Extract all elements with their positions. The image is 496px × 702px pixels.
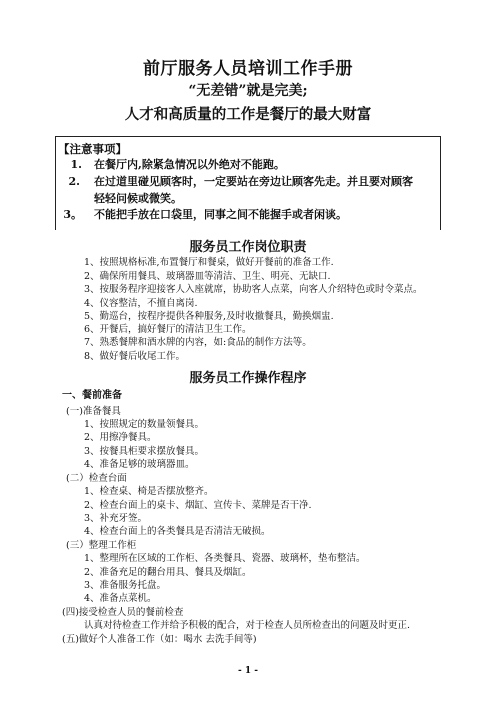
procedure-step: 2、检查台面上的桌卡、烟缸、宣传卡、菜牌是否干净.	[84, 500, 312, 511]
procedure-subheading: (五)做好个人准备工作（如：喝水 去洗手间等)	[62, 634, 257, 645]
notice-item-number: 2.	[68, 175, 80, 188]
procedure-step: 1、按照规定的数量领餐具。	[84, 419, 205, 430]
procedure-step: 3、准备服务托盘。	[84, 580, 167, 591]
duty-item: 7、熟悉餐牌和酒水牌的内容，如:食品的制作方法等。	[84, 337, 312, 348]
notice-item-text: 在过道里碰见顾客时，一定要站在旁边让顾客先走。并且要对顾客	[94, 175, 413, 188]
notice-item-number: 1.	[70, 158, 82, 171]
notice-item-number: 3。	[63, 208, 82, 221]
procedure-subheading: (三）整理工作柜	[66, 540, 137, 551]
procedure-step: 1、整理所在区域的工作柜、各类餐具、瓷器、玻璃杯，垫布整洁。	[84, 553, 366, 564]
notice-item-text: 不能把手放在口袋里，同事之间不能握手或者闲谈。	[94, 208, 347, 221]
duty-item: 5、勤巡台，按程序提供各种服务,及时收撤餐具，勤换烟盅.	[84, 311, 334, 322]
duty-item: 3、按服务程序迎接客人入座就席，协助客人点菜，向客人介绍特色或时令菜点。	[84, 284, 423, 295]
procedure-step: 3、补充牙签。	[84, 513, 148, 524]
procedure-step: 4、准备足够的玻璃器皿。	[84, 459, 195, 470]
document-title: 前厅服务人员培训工作手册	[143, 59, 353, 79]
procedure-step: 2、准备充足的翻台用具、餐具及烟缸。	[84, 567, 252, 578]
document-subtitle: “无差错”就是完美;	[188, 83, 308, 99]
procedure-step: 认真对待检查工作并给予积极的配合，对于检查人员所检查出的问题及时更正.	[84, 620, 411, 631]
procedure-step: 2、用擦净餐具。	[84, 432, 157, 443]
duty-item: 4、仪容整洁，不擅自离岗.	[84, 298, 198, 309]
notice-item-continuation: 轻轻问候或微笑。	[94, 192, 182, 205]
procedure-step: 4、检查台面上的各类餐具是否清洁无破损。	[84, 526, 271, 537]
duty-item: 6、开餐后，搞好餐厅的清洁卫生工作。	[84, 324, 252, 335]
procedure-title: 服务员工作操作程序	[189, 371, 307, 386]
duties-title: 服务员工作岗位职责	[189, 240, 307, 255]
duty-item: 8、做好餐后收尾工作。	[84, 351, 186, 362]
procedure-subheading: (一)准备餐具	[66, 406, 121, 417]
document-subtitle-2: 人才和高质量的工作是餐厅的最大财富	[124, 106, 372, 123]
duty-item: 2、确保所用餐具、玻璃器皿等清洁、卫生、明亮、无缺口.	[84, 271, 331, 282]
procedure-step: 3、按餐具柜要求摆放餐具。	[84, 446, 205, 457]
procedure-heading: 一、餐前准备	[62, 390, 122, 401]
procedure-subheading: (四)接受检查人员的餐前检查	[62, 607, 184, 618]
notice-header: 【注意事项】	[58, 142, 127, 156]
notice-item-text: 在餐厅内,除紧急情况以外绝对不能跑。	[94, 158, 285, 171]
procedure-step: 4、准备点菜机。	[84, 593, 157, 604]
notice-box	[55, 136, 441, 230]
procedure-step: 1、检查桌、椅是否摆放整齐。	[84, 486, 214, 497]
procedure-subheading: (二）检查台面	[66, 473, 127, 484]
page-number: - 1 -	[238, 666, 258, 676]
duty-item: 1、按照规格标准,布置餐厅和餐桌，做好开餐前的准备工作.	[84, 257, 334, 268]
